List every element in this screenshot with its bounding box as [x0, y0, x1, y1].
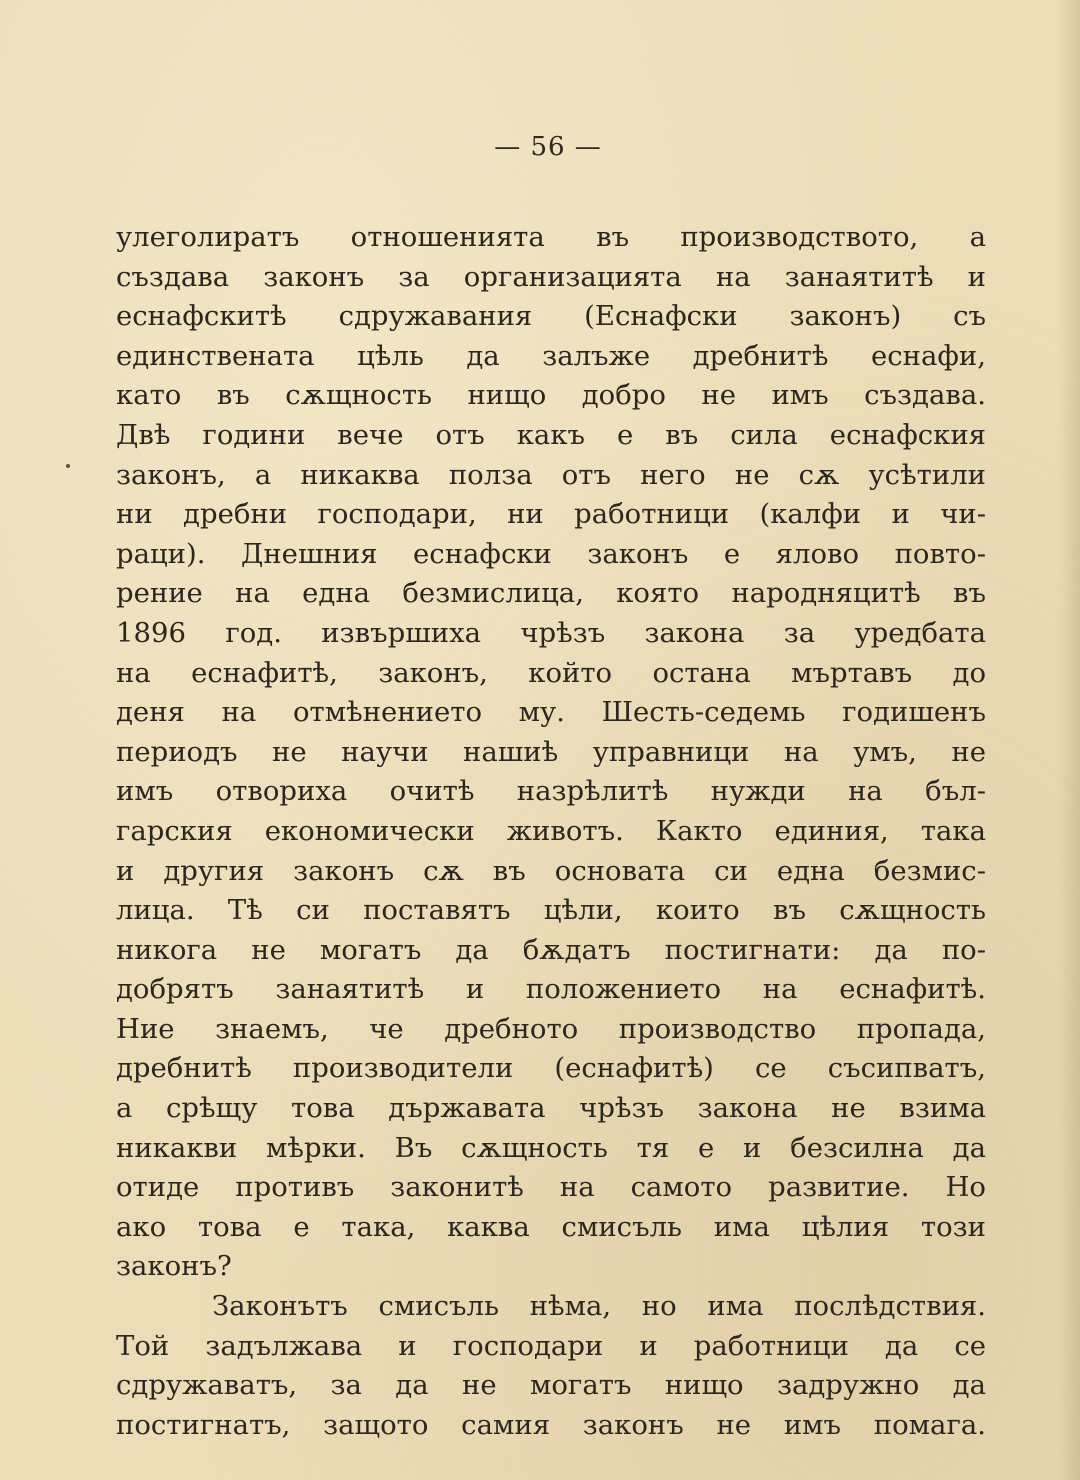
text-line: имъ отвориха очитѣ назрѣлитѣ нужди на бъл-	[116, 775, 986, 808]
text-line: законъ, а никаква полза отъ него не сѫ усѣтили	[116, 458, 986, 491]
page-edge-shadow	[1058, 0, 1080, 1480]
text-line: добрятъ занаятитѣ и положението на еснафитѣ.	[116, 973, 986, 1006]
page-number: — 56 —	[494, 132, 602, 162]
text-line: гарския економически животъ. Както единия, така	[116, 814, 986, 847]
text-line: законъ?	[116, 1250, 232, 1283]
text-line: Двѣ години вече отъ какъ е въ сила еснафския	[116, 418, 986, 451]
text-line: лица. Тѣ си поставятъ цѣли, които въ сѫщность	[116, 894, 986, 927]
text-line: ни дребни господари, ни работници (калфи и чи-	[116, 498, 986, 531]
text-line: улеголиратъ отношенията въ производството, а	[116, 221, 986, 253]
text-line: а срѣщу това държавата чрѣзъ закона не взима	[116, 1092, 986, 1125]
text-line: Ние знаемъ, че дребното производство пропада,	[116, 1012, 986, 1045]
body-text	[116, 218, 986, 1445]
text-line: никакви мѣрки. Въ сѫщность тя е и безсилна да	[116, 1131, 986, 1164]
text-line: никога не могатъ да бѫдатъ постигнати: да по-	[116, 933, 986, 966]
text-line: рение на една безмислица, която народняцитѣ въ	[116, 577, 986, 610]
text-line: Той задължава и господари и работници да се	[116, 1329, 986, 1362]
text-line: Законътъ смисъль нѣма, но има послѣдствия.	[212, 1290, 986, 1323]
text-line: периодъ не научи нашиѣ управници на умъ, не	[116, 735, 986, 768]
text-line: като въ сѫщность нищо добро не имъ създава.	[116, 379, 986, 412]
text-line: създава законъ за организацията на занаятитѣ и	[116, 260, 986, 293]
text-line: единствената цѣль да залъже дребнитѣ еснафи,	[116, 339, 986, 372]
text-line: раци). Днешния еснафски законъ е ялово повто-	[116, 537, 986, 570]
text-line: ако това е така, каква смисъль има цѣлия този	[116, 1210, 986, 1243]
text-line: дребнитѣ производители (еснафитѣ) се съсипватъ,	[116, 1052, 986, 1085]
text-line: отиде противъ законитѣ на самото развитие. Но	[116, 1171, 986, 1204]
text-line: сдружаватъ, за да не могатъ нищо задружно да	[116, 1369, 986, 1402]
text-line: 1896 год. извършиха чрѣзъ закона за уредбата	[116, 616, 986, 649]
ink-speck	[66, 464, 70, 468]
text-line: и другия законъ сѫ въ основата си една безмис-	[116, 854, 986, 887]
paragraph	[116, 1287, 986, 1445]
text-line: деня на отмѣнението му. Шесть-седемь годишенъ	[116, 696, 986, 729]
text-line: еснафскитѣ сдружавания (Еснафски законъ) съ	[116, 300, 986, 333]
text-line: на еснафитѣ, законъ, който остана мъртавъ до	[116, 656, 986, 689]
paragraph	[116, 218, 986, 1287]
text-line: постигнатъ, защото самия законъ не имъ помага.	[116, 1408, 986, 1441]
